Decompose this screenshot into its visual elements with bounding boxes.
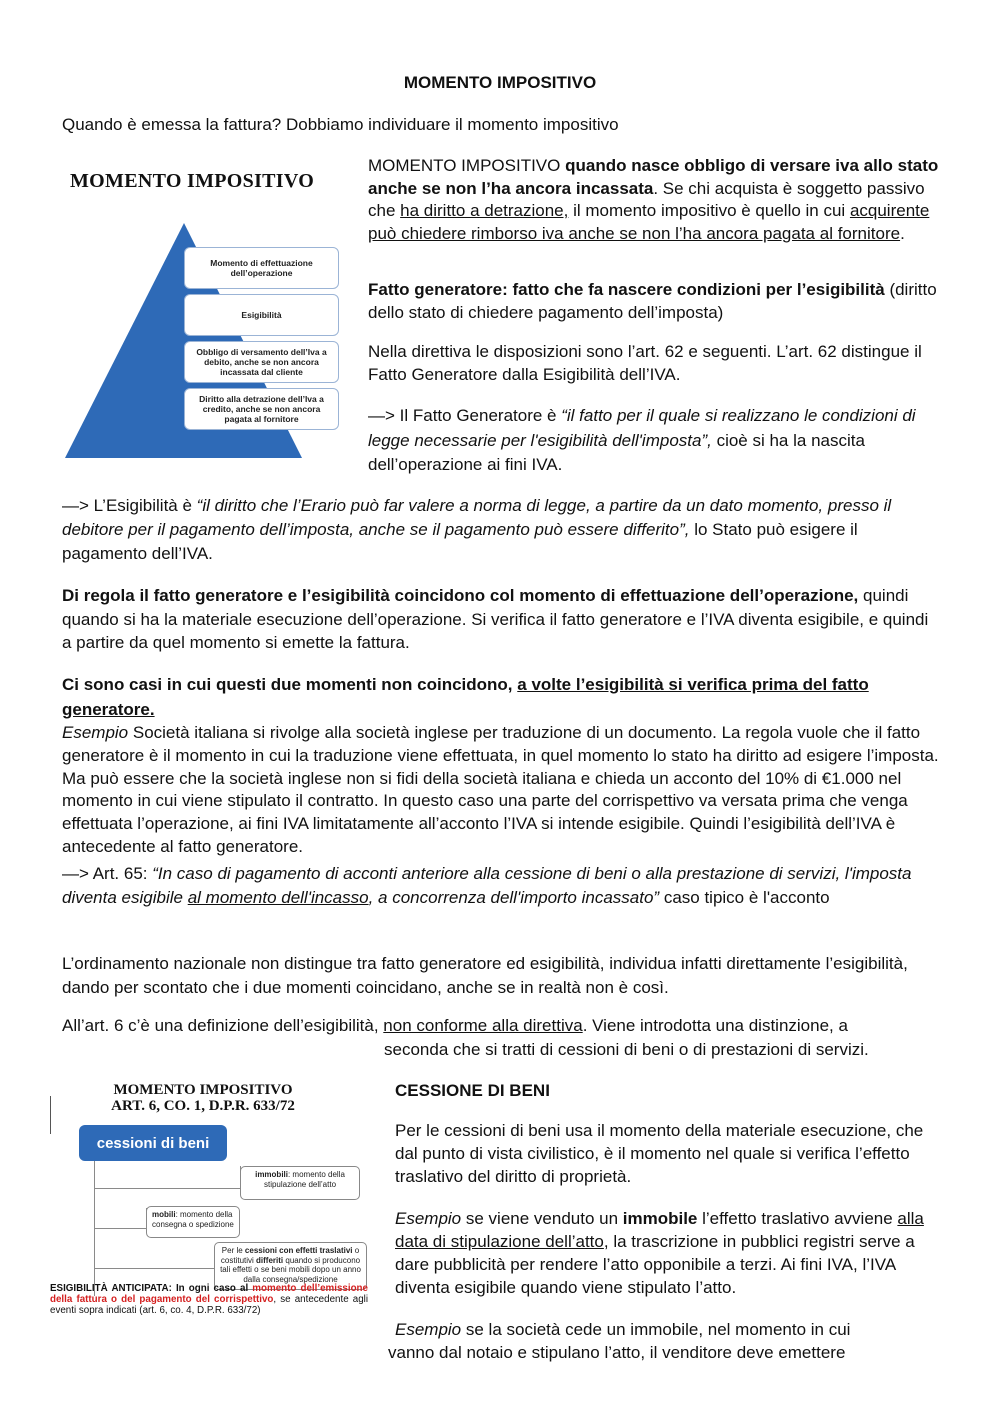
paragraph-momento-impositivo: MOMENTO IMPOSITIVO quando nasce obbligo di versare iva allo stato anche se non l’ha ancora incassata. Se chi acquista è soggetto passivo che ha diritto a detrazione, il momento impositivo è quello in cui acquirente può chiedere rimborso iva anche se non l’ha ancora pagata al fornitore.	[368, 156, 939, 243]
paragraph-esempio-traduzione: Esempio Società italiana si rivolge alla società inglese per traduzione di un documento. La regola vuole che il fatto generatore è il momento in cui la traduzione viene effettuata, in quel momento lo stato ha diritto ad esigere l’imposta. Ma può essere che la società inglese non si fidi della società italiana e chieda un acconto del 10% di €1.000 nel momento in cui viene stipulato il contratto. In questo caso una parte del corrispettivo va versata prima che venga effettuata l’operazione, ai fini IVA limitatamente all’acconto l’IVA si intende esigibile. Quindi l’esigibilità dell’IVA è antecedente al fatto generatore.	[62, 723, 939, 856]
pyramid-title: MOMENTO IMPOSITIVO	[70, 170, 315, 192]
paragraph-esigibilita: —> L’Esigibilità è “il diritto che l’Erario può far valere a norma di legge, a partire da un dato momento, presso il debitore per il pagamento dell’imposta, anche se il pagamento può essere differito”, lo Stato può esigere il pagamento dell’IVA.	[62, 496, 892, 563]
paragraph-casi-non-coincidono: Ci sono casi in cui questi due momenti non coincidono, a volte l’esigibilità si verifica prima del fatto generatore.	[62, 675, 869, 719]
paragraph-art-6: All’art. 6 c’è una definizione dell’esigibilità, non conforme alla direttiva. Viene introdotta una distinzione, a	[62, 1016, 848, 1035]
diagram-box-mobili: mobili: momento della consegna o spedizione	[146, 1206, 240, 1238]
diagram-root-cessioni-di-beni: cessioni di beni	[79, 1125, 227, 1161]
paragraph-fatto-generatore: Fatto generatore: fatto che fa nascere condizioni per l’esigibilità (diritto dello stato di chiedere pagamento dell’imposta)	[368, 280, 937, 322]
pyramid-figure	[62, 160, 352, 460]
paragraph-esempio-immobile: Esempio se viene venduto un immobile l’effetto traslativo avviene alla data di stipulazione dell’atto, la trascrizione in pubblici registri serve a dare pubblicità per rendere l’atto opponibile a terzi. Ai fini IVA, l’IVA diventa esigibile quando viene stipulato l’atto.	[395, 1209, 924, 1297]
tree-line-immobili	[94, 1188, 240, 1189]
diagram-title-2: ART. 6, CO. 1, D.P.R. 633/72	[111, 1098, 295, 1114]
paragraph-di-regola: Di regola il fatto generatore e l’esigibilità coincidono col momento di effettuazione dell’operazione, quindi quando si ha la materiale esecuzione dell’operazione. Si verifica il fatto generatore e l’IVA diventa esigibile, e quindi a partire da quel momento si emette la fattura.	[62, 586, 929, 652]
diagram-title-1: MOMENTO IMPOSITIVO	[113, 1082, 293, 1098]
pyramid-box-2: Esigibilità	[184, 294, 339, 336]
tree-line-mobili	[94, 1228, 146, 1229]
paragraph-esempio-societa: Esempio se la società cede un immobile, nel momento in cui	[395, 1320, 851, 1339]
paragraph-art-6-continued: seconda che si tratti di cessioni di beni o di prestazioni di servizi.	[384, 1040, 869, 1059]
paragraph-ordinamento-nazionale: L’ordinamento nazionale non distingue tra fatto generatore ed esigibilità, individua infatti direttamente l’esigibilità, dando per scontato che i due momenti coincidano, anche se in realtà non è così.	[62, 954, 908, 997]
paragraph-art-65: —> Art. 65: “In caso di pagamento di acconti anteriore alla cessione di beni o alla prestazione di servizi, l'imposta diventa esigibile al momento dell'incasso, a concorrenza dell'importo incassato” caso tipico è l'acconto	[62, 864, 912, 907]
diagram-box-differiti: Per le cessioni con effetti traslativi o costitutivi differiti quando si producono tali effetti o se beni mobili dopo un anno dalla consegna/spedizione	[214, 1242, 367, 1290]
esigibilita-anticipata-note: ESIGIBILITÀ ANTICIPATA: In ogni caso al momento dell’emissione della fattura o del pagamento del corrispettivo, se antecedente agli eventi sopra indicati (art. 6, co. 4, D.P.R. 633/72)	[50, 1283, 369, 1316]
section-title-cessione-di-beni: CESSIONE DI BENI	[395, 1081, 550, 1100]
paragraph-fatto-generatore-definizione: —> Il Fatto Generatore è “il fatto per il quale si realizzano le condizioni di legge necessarie per l'esigibilità dell'imposta”, cioè si ha la nascita dell’operazione ai fini IVA.	[368, 406, 916, 474]
diagram-box-immobili: immobili: momento della stipulazione dell’atto	[240, 1166, 360, 1200]
paragraph-esempio-societa-continued: vanno dal notaio e stipulano l’atto, il venditore deve emettere	[388, 1343, 846, 1362]
paragraph-direttiva: Nella direttiva le disposizioni sono l’art. 62 e seguenti. L’art. 62 distingue il Fatto Generatore dalla Esigibilità dell’IVA.	[368, 342, 922, 384]
pyramid-box-3: Obbligo di versamento dell’Iva a debito, anche se non ancora incassata dal cliente	[184, 341, 339, 383]
margin-mark	[50, 1096, 51, 1134]
pyramid-box-4: Diritto alla detrazione dell’Iva a credito, anche se non ancora pagata al fornitore	[184, 388, 339, 430]
intro-line: Quando è emessa la fattura? Dobbiamo individuare il momento impositivo	[62, 115, 619, 134]
paragraph-cessioni-materiale-esecuzione: Per le cessioni di beni usa il momento della materiale esecuzione, che dal punto di vista civilistico, è il momento nel quale si verifica l’effetto traslativo del diritto di proprietà.	[395, 1121, 924, 1186]
cessioni-diagram	[48, 1078, 373, 1316]
pyramid-box-1: Momento di effettuazione dell’operazione	[184, 247, 339, 289]
page-title: MOMENTO IMPOSITIVO	[403, 73, 597, 92]
tree-line-differiti	[94, 1268, 214, 1269]
